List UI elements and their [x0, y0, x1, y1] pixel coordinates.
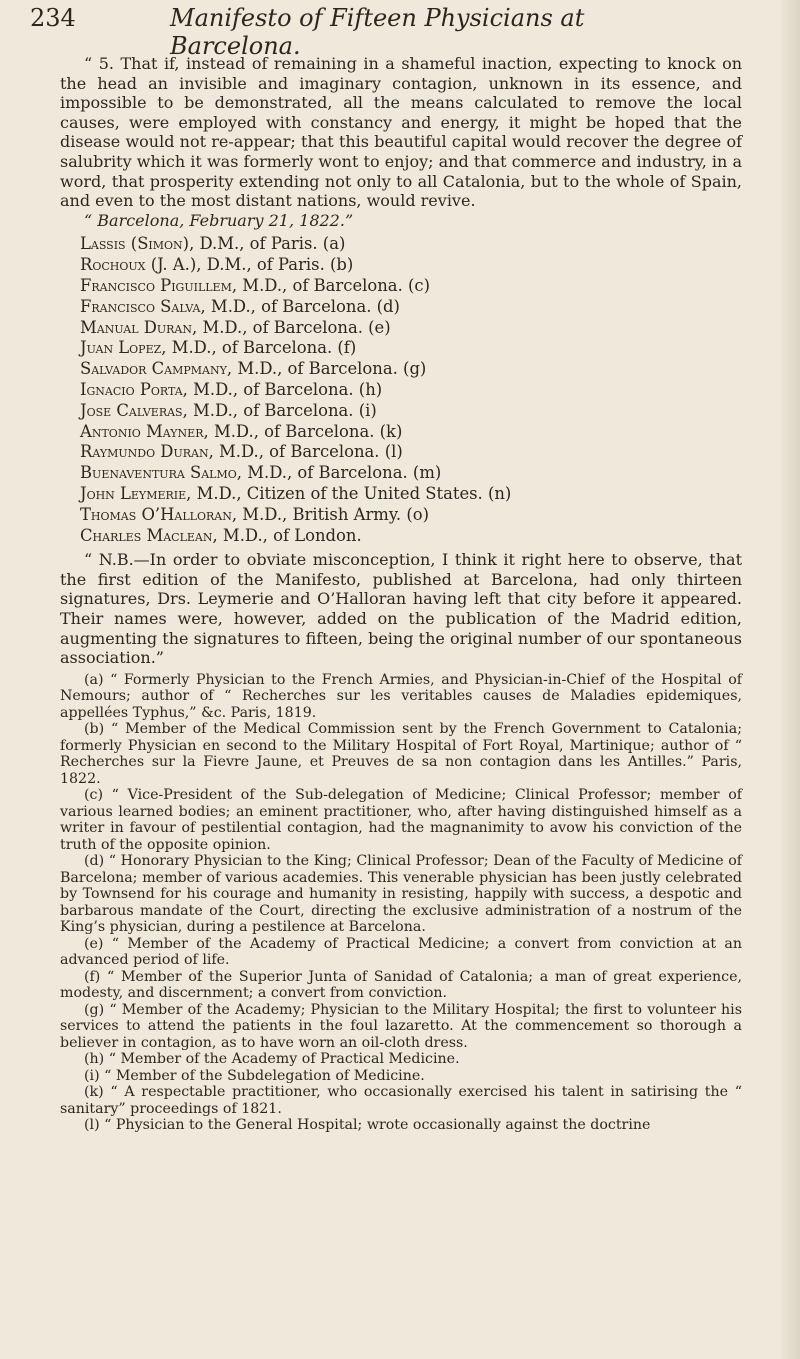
signature-item: Jose Calveras, M.D., of Barcelona. (i) — [80, 400, 377, 420]
signature-item: Raymundo Duran, M.D., of Barcelona. (l) — [80, 442, 403, 462]
signature-list — [60, 234, 742, 546]
page-number: 234 — [30, 4, 76, 32]
footnote-g: (g) “ Member of the Academy; Physician to the Military Hospital; the first to volunteer his services to attend the patients in the foul lazaretto. At the commencement so thorough a believer in contagion, as to have worn an oil-cloth dress. — [60, 1001, 742, 1051]
footnotes — [60, 672, 742, 1134]
nb-paragraph: “ N.B.—In order to obviate misconception, I think it right here to observe, that the first edition of the Manifesto, published at Barcelona, had only thirteen signatures, Drs. Leymerie and O’Halloran having left that city before it appeared. Their names were, however, added on the publication of the Madrid edition, augmenting the signatures to fifteen, being the original number of our spontaneous association.” — [60, 550, 742, 668]
paragraph-5: “ 5. That if, instead of remaining in a shameful inaction, expecting to knock on the head an invisible and imaginary contagion, unknown in its essence, and impossible to be demonstrated, all the means calculated to remove the local causes, were employed with constancy and energy, it might be hoped that the disease would not re-appear; that this beautiful capital would recover the degree of salubrity which it was formerly wont to enjoy; and that commerce and industry, in a word, that prosperity extending not only to all Catalonia, but to the whole of Spain, and even to the most distant nations, would revive. — [60, 54, 742, 211]
signature-item: Ignacio Porta, M.D., of Barcelona. (h) — [80, 379, 383, 399]
signature-item: Juan Lopez, M.D., of Barcelona. (f) — [80, 338, 357, 358]
footnote-c: (c) “ Vice-President of the Sub-delegation of Medicine; Clinical Professor; member of various learned bodies; an eminent practitioner, who, after having distinguished himself as a writer in favour of pestilential contagion, had the magnanimity to avow his conviction of the truth of the opposite opinion. — [60, 787, 742, 853]
signature-item: Rochoux (J. A.), D.M., of Paris. (b) — [80, 255, 354, 275]
footnote-b: (b) “ Member of the Medical Commission sent by the French Government to Catalonia; formerly Physician en second to the Military Hospital of Fort Royal, Martinique; author of “ Recherches sur la Fievre Jaune, et Preuves de sa non contagion dans les Antilles.” Paris, 1822. — [60, 721, 742, 787]
footnote-f: (f) “ Member of the Superior Junta of Sanidad of Catalonia; a man of great experience, modesty, and discernment; a convert from conviction. — [60, 968, 742, 1002]
running-header — [30, 4, 720, 60]
signature-item: Francisco Salva, M.D., of Barcelona. (d) — [80, 296, 400, 316]
signature-item: John Leymerie, M.D., Citizen of the United States. (n) — [80, 483, 512, 503]
signature-item: Lassis (Simon), D.M., of Paris. (a) — [80, 234, 346, 254]
signature-item: Thomas O’Halloran, M.D., British Army. (o) — [80, 504, 429, 524]
footnote-h: (h) “ Member of the Academy of Practical Medicine. — [84, 1051, 460, 1068]
signature-item: Francisco Piguillem, M.D., of Barcelona. (c) — [80, 275, 430, 295]
footnote-e: (e) “ Member of the Academy of Practical Medicine; a convert from conviction at an advanced period of life. — [60, 935, 742, 969]
footnote-k: (k) “ A respectable practitioner, who occasionally exercised his talent in satirising the “ sanitary” proceedings of 1821. — [60, 1084, 742, 1117]
footnote-i: (i) “ Member of the Subdelegation of Medicine. — [84, 1067, 425, 1084]
signature-item: Antonio Mayner, M.D., of Barcelona. (k) — [80, 421, 403, 441]
dateline: “ Barcelona, February 21, 1822.” — [84, 210, 354, 230]
footnote-l: (l) “ Physician to the General Hospital; wrote occasionally against the doctrine — [84, 1117, 651, 1134]
signature-item: Manual Duran, M.D., of Barcelona. (e) — [80, 317, 391, 337]
signature-item: Charles Maclean, M.D., of London. — [80, 525, 362, 545]
footnote-a: (a) “ Formerly Physician to the French Armies, and Physician-in-Chief of the Hospital of Nemours; author of “ Recherches sur les veritables causes de Maladies epidemiques, appellées Typhus,” &c. Paris, 1819. — [60, 671, 742, 721]
signature-item: Salvador Campmany, M.D., of Barcelona. (g) — [80, 359, 427, 379]
running-title: Manifesto of Fifteen Physicians at Barcelona. — [170, 4, 585, 60]
footnote-d: (d) “ Honorary Physician to the King; Clinical Professor; Dean of the Faculty of Medicine of Barcelona; member of various academies. This venerable physician has been justly celebrated by Townsend for his courage and humanity in resisting, happily with success, a despotic and barbarous mandate of the Court, directing the exclusive administration of a nostrum of the King’s physician, during a pestilence at Barcelona. — [60, 853, 742, 936]
page-body — [60, 54, 742, 1134]
signature-item: Buenaventura Salmo, M.D., of Barcelona. (m) — [80, 463, 442, 483]
page-gutter-shadow — [778, 0, 800, 1359]
